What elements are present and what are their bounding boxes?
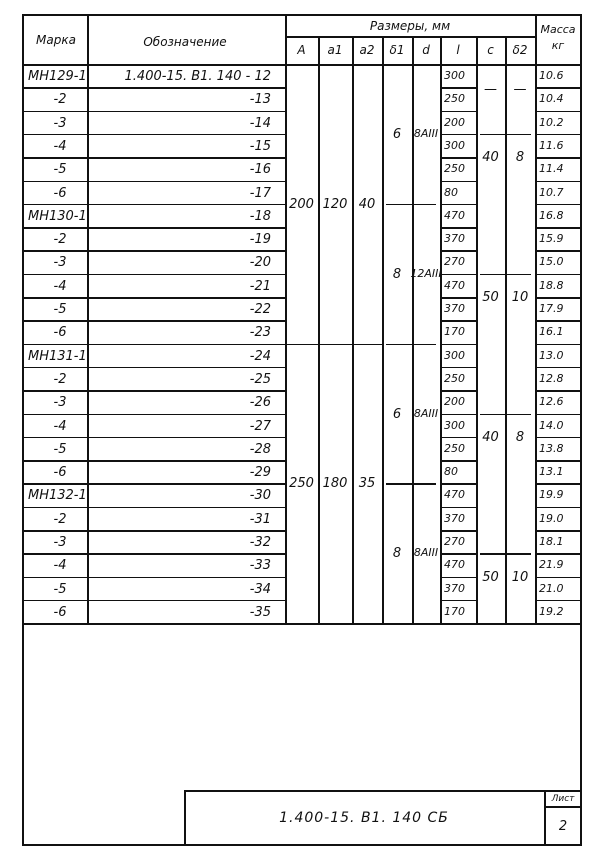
row-length: 470 [444, 558, 465, 572]
row-mass: 10.6 [539, 69, 564, 82]
merged-c: — [484, 82, 497, 98]
group-separator-line [386, 344, 436, 346]
row-length: 270 [444, 255, 465, 269]
row-marka: -3 [53, 115, 67, 131]
row-designation: -13 [249, 92, 271, 108]
row-designation: -18 [249, 208, 271, 224]
row-line-mass [535, 507, 582, 509]
row-line [22, 344, 285, 346]
column-header-dim: δ2 [512, 43, 528, 57]
row-line-l [440, 157, 476, 159]
row-marka: -5 [53, 162, 67, 178]
row-line-l [440, 204, 476, 206]
row-marka: -4 [53, 138, 67, 154]
row-designation: -22 [249, 302, 271, 317]
row-line-l [440, 367, 476, 369]
col-line-dim [440, 36, 442, 623]
row-mass: 19.2 [539, 604, 564, 618]
stamp-designation: 1.400-15. В1. 140 СБ [279, 810, 449, 826]
row-line-mass [535, 553, 582, 555]
row-length: 170 [444, 325, 465, 339]
row-line [22, 227, 285, 229]
row-line-l [440, 111, 476, 113]
row-line-l [440, 134, 476, 136]
row-line-mass [535, 320, 582, 322]
row-designation: -34 [249, 581, 271, 597]
row-line-l [440, 320, 476, 322]
row-designation: -31 [249, 511, 271, 527]
row-length: 300 [444, 138, 465, 152]
row-mass: 18.1 [539, 535, 564, 548]
row-line-mass [535, 600, 582, 602]
row-designation: -32 [249, 535, 271, 550]
merged-rebar-diameter: 12AIII [410, 266, 442, 280]
row-line-mass [535, 227, 582, 229]
stamp-left-line [184, 790, 186, 846]
row-marka: -5 [53, 302, 67, 317]
row-line [22, 111, 285, 113]
row-mass: 21.0 [539, 581, 564, 595]
row-line-l [440, 181, 476, 183]
row-designation: -24 [249, 348, 271, 364]
row-line-l [440, 414, 476, 416]
merged-delta1: 6 [392, 406, 402, 422]
col-line-dim [412, 36, 414, 623]
row-length: 370 [444, 232, 465, 246]
group-separator-line [480, 134, 531, 136]
row-marka: -6 [53, 604, 67, 620]
row-mass: 13.8 [539, 441, 564, 455]
row-line-mass [535, 87, 582, 89]
row-length: 470 [444, 278, 465, 292]
row-designation: -21 [249, 278, 271, 294]
stamp-sheet-number: 2 [558, 819, 568, 834]
stamp-sheet-divider [544, 790, 546, 846]
row-marka: -4 [53, 558, 67, 574]
group-separator-line [285, 344, 382, 346]
row-marka: -4 [53, 418, 67, 434]
row-marka: -3 [53, 395, 67, 411]
row-line-mass [535, 181, 582, 183]
row-line-mass [535, 250, 582, 252]
row-line-l [440, 87, 476, 89]
table-bottom-line [22, 623, 582, 625]
row-length: 470 [444, 488, 465, 502]
col-line-mass [535, 14, 537, 623]
row-length: 370 [444, 302, 465, 315]
row-line-l [440, 274, 476, 276]
column-header-designation: Обозначение [143, 35, 227, 49]
row-line-l [440, 227, 476, 229]
col-line-dim [505, 36, 507, 623]
dimensions-subheader-line [285, 36, 535, 38]
row-length: 250 [444, 441, 465, 455]
row-line-l [440, 530, 476, 532]
group-separator-line [386, 483, 436, 485]
merged-rebar-diameter: 8AIII [413, 546, 439, 560]
merged-c: 50 [482, 569, 499, 585]
row-designation: -29 [249, 465, 271, 481]
merged-c: 50 [482, 290, 499, 305]
row-designation: -28 [249, 441, 271, 457]
row-line [22, 390, 285, 392]
row-mass: 19.9 [539, 488, 564, 502]
col-line-A [285, 14, 287, 623]
row-mass: 15.0 [539, 255, 564, 269]
merged-A: 250 [289, 476, 314, 492]
merged-a2: 40 [358, 196, 376, 212]
row-marka: МН131-1 [28, 348, 87, 364]
merged-rebar-diameter: 8AIII [413, 126, 439, 140]
column-header-dimensions: Размеры, мм [369, 19, 451, 33]
row-designation: -33 [249, 558, 271, 574]
merged-delta1: 6 [392, 126, 402, 142]
row-length: 250 [444, 92, 465, 106]
row-length: 370 [444, 581, 465, 595]
merged-delta2: — [513, 82, 527, 98]
merged-c: 40 [482, 429, 499, 445]
row-designation: -15 [249, 138, 271, 154]
row-line-l [440, 250, 476, 252]
row-line-mass [535, 577, 582, 579]
row-designation: -16 [249, 162, 271, 178]
row-line-mass [535, 390, 582, 392]
column-header-marka: Марка [36, 33, 76, 47]
row-mass: 21.9 [539, 558, 564, 572]
row-mass: 13.1 [539, 465, 564, 479]
row-length: 80 [444, 185, 458, 199]
column-header-dim: c [487, 43, 494, 57]
row-line-l [440, 553, 476, 555]
row-mass: 18.8 [539, 278, 564, 292]
row-line-mass [535, 437, 582, 439]
row-mass: 13.0 [539, 348, 564, 362]
merged-delta1: 8 [392, 266, 402, 282]
row-length: 200 [444, 115, 465, 129]
row-line-mass [535, 367, 582, 369]
column-header-dim: δ1 [389, 43, 405, 57]
row-line-l [440, 483, 476, 485]
row-line-l [440, 437, 476, 439]
row-designation: -14 [249, 115, 271, 131]
row-mass: 17.9 [539, 302, 564, 315]
row-length: 270 [444, 535, 465, 548]
merged-delta1: 8 [392, 546, 402, 562]
row-marka: -2 [53, 371, 67, 387]
row-mass: 10.7 [539, 185, 564, 199]
row-marka: -6 [53, 185, 67, 201]
col-line-dim [318, 36, 320, 623]
row-marka: -5 [53, 441, 67, 457]
column-header-mass: Масса [540, 23, 576, 36]
row-marka: -5 [53, 581, 67, 597]
row-length: 300 [444, 418, 465, 432]
column-header-mass-unit: кг [551, 39, 565, 52]
row-mass: 16.1 [539, 325, 564, 339]
row-line [22, 530, 285, 532]
row-designation: 1.400-15. В1. 140 - 12 [124, 69, 271, 84]
row-mass: 14.0 [539, 418, 564, 432]
row-line [22, 507, 285, 509]
row-line-l [440, 577, 476, 579]
row-marka: -4 [53, 278, 67, 294]
row-designation: -17 [249, 185, 271, 201]
column-header-dim: A [297, 43, 306, 57]
row-line-mass [535, 483, 582, 485]
row-mass: 12.8 [539, 371, 564, 385]
row-line-mass [535, 204, 582, 206]
row-line [22, 274, 285, 276]
row-designation: -30 [249, 488, 271, 504]
row-line-mass [535, 274, 582, 276]
row-length: 300 [444, 69, 465, 82]
row-marka: МН130-1 [28, 208, 87, 224]
row-line [22, 414, 285, 416]
row-line-l [440, 507, 476, 509]
row-line [22, 157, 285, 159]
row-length: 250 [444, 162, 465, 176]
row-marka: -3 [53, 535, 67, 550]
row-marka: -6 [53, 465, 67, 481]
row-designation: -27 [249, 418, 271, 434]
row-marka: -2 [53, 511, 67, 527]
col-line-dim [352, 36, 354, 623]
merged-rebar-diameter: 8AIII [413, 406, 439, 420]
row-mass: 10.2 [539, 115, 564, 129]
row-mass: 11.4 [539, 162, 564, 176]
row-designation: -23 [249, 325, 271, 341]
row-line [22, 134, 285, 136]
row-line-mass [535, 460, 582, 462]
row-marka: МН129-1 [28, 69, 87, 84]
col-line-dim [382, 36, 384, 623]
row-line-mass [535, 134, 582, 136]
row-designation: -26 [249, 395, 271, 411]
row-marka: -2 [53, 232, 67, 248]
merged-delta2: 8 [515, 150, 525, 166]
row-mass: 10.4 [539, 92, 564, 106]
row-line [22, 297, 285, 299]
row-line-mass [535, 297, 582, 299]
row-mass: 15.9 [539, 232, 564, 246]
row-line-l [440, 460, 476, 462]
row-mass: 19.0 [539, 511, 564, 525]
col-line-designation [87, 14, 89, 623]
column-header-dim: a1 [327, 43, 343, 57]
row-line-l [440, 344, 476, 346]
row-marka: -2 [53, 92, 67, 108]
merged-a1: 180 [322, 476, 348, 492]
row-designation: -19 [249, 232, 271, 248]
stamp-sheet-label: Лист [551, 794, 575, 804]
row-length: 470 [444, 208, 465, 222]
row-line [22, 553, 285, 555]
row-line-mass [535, 414, 582, 416]
row-line-mass [535, 344, 582, 346]
row-designation: -35 [249, 604, 271, 620]
row-line-mass [535, 530, 582, 532]
row-length: 170 [444, 604, 465, 618]
row-length: 370 [444, 511, 465, 525]
row-marka: -6 [53, 325, 67, 341]
row-mass: 16.8 [539, 208, 564, 222]
group-separator-line [480, 553, 531, 555]
merged-c: 40 [482, 150, 499, 166]
row-line-l [440, 390, 476, 392]
row-line [22, 181, 285, 183]
row-line [22, 204, 285, 206]
header-bottom-line [22, 64, 582, 66]
group-separator-line [386, 204, 436, 206]
column-header-dim: l [456, 43, 460, 57]
row-line [22, 437, 285, 439]
row-line-l [440, 297, 476, 299]
row-length: 250 [444, 371, 465, 385]
merged-a2: 35 [358, 476, 376, 492]
row-length: 80 [444, 465, 458, 479]
row-line [22, 483, 285, 485]
row-designation: -20 [249, 255, 271, 271]
group-separator-line [480, 274, 531, 276]
merged-delta2: 10 [511, 290, 529, 305]
row-line [22, 577, 285, 579]
row-designation: -25 [249, 371, 271, 387]
row-line-mass [535, 111, 582, 113]
stamp-top-line [184, 790, 582, 792]
column-header-dim: a2 [359, 43, 375, 57]
row-line [22, 460, 285, 462]
row-line [22, 600, 285, 602]
merged-delta2: 8 [515, 429, 525, 445]
row-line-l [440, 600, 476, 602]
merged-delta2: 10 [511, 569, 529, 585]
row-length: 200 [444, 395, 465, 409]
row-line [22, 367, 285, 369]
merged-a1: 120 [322, 196, 348, 212]
row-line [22, 87, 285, 89]
row-length: 300 [444, 348, 465, 362]
row-mass: 12.6 [539, 395, 564, 409]
group-separator-line [480, 414, 531, 416]
merged-A: 200 [289, 196, 314, 212]
row-marka: -3 [53, 255, 67, 271]
col-line-dim [476, 36, 478, 623]
row-line [22, 250, 285, 252]
row-mass: 11.6 [539, 138, 564, 152]
row-line [22, 320, 285, 322]
column-header-dim: d [422, 43, 430, 57]
row-marka: МН132-1 [28, 488, 87, 504]
stamp-sheet-line [544, 806, 582, 808]
row-line-mass [535, 157, 582, 159]
